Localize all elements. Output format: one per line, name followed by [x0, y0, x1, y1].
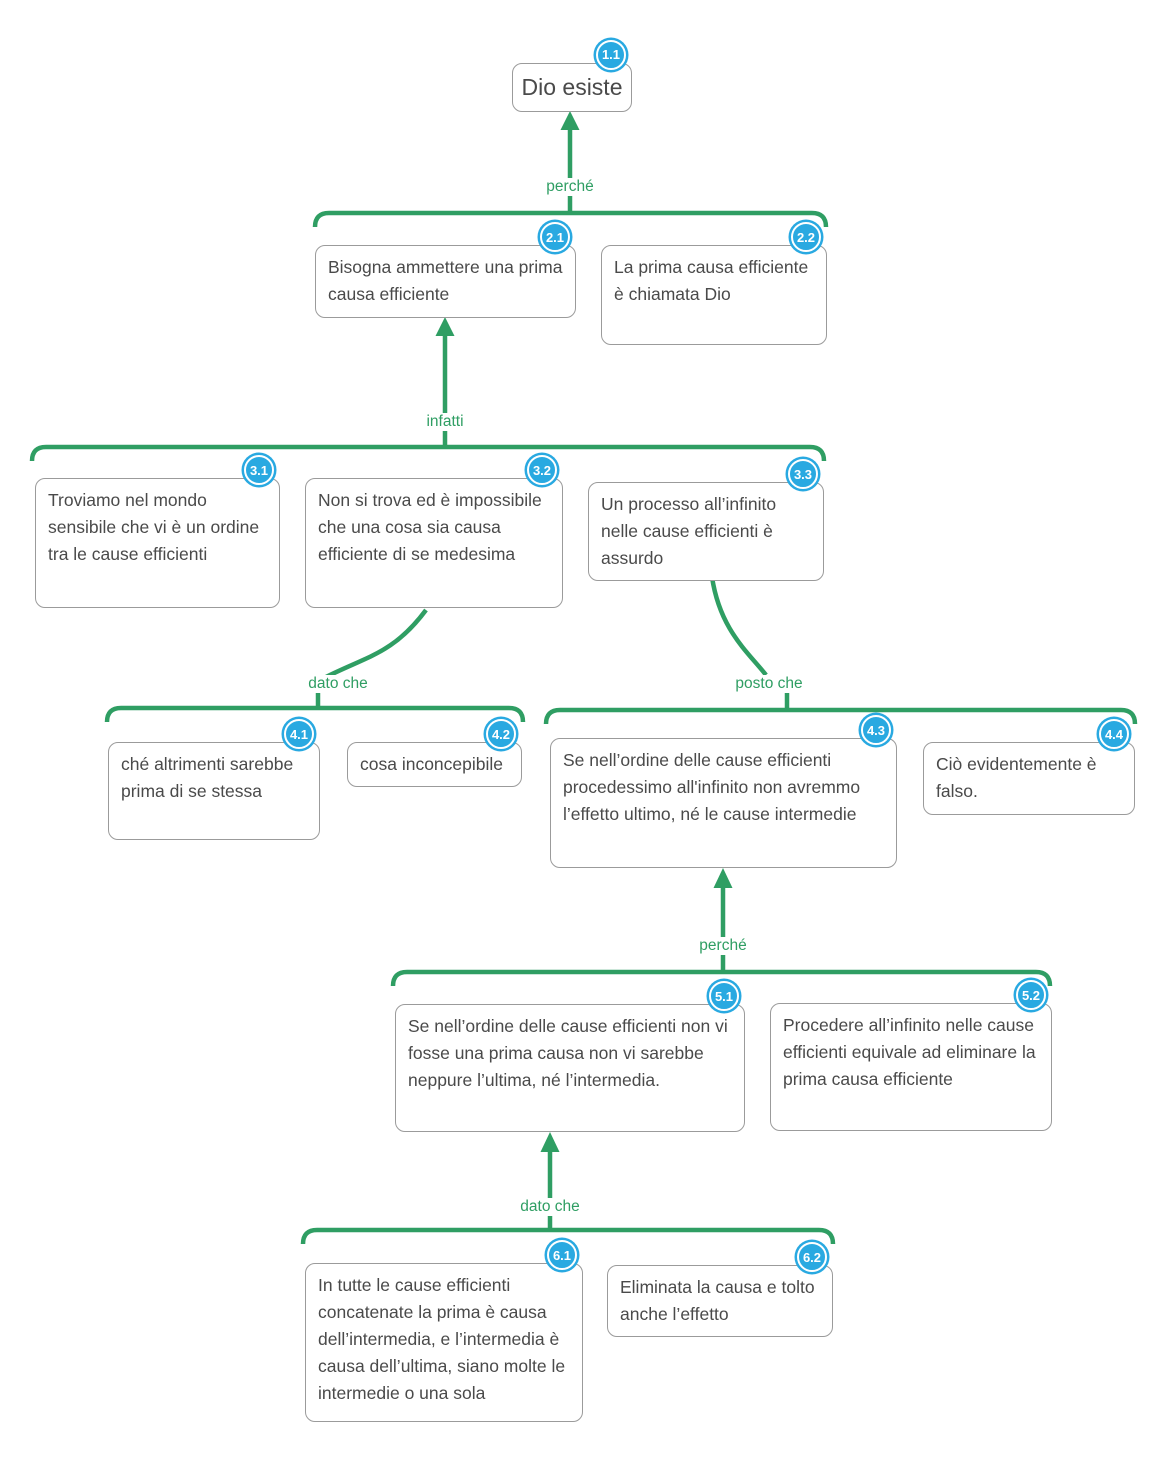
- arrowhead-to-1-1: [561, 111, 580, 130]
- bracket-infatti: [32, 447, 824, 461]
- node-3-2-badge[interactable]: 3.2: [527, 455, 557, 485]
- node-4-2-badge[interactable]: 4.2: [486, 719, 516, 749]
- edge-label-perche-mid[interactable]: perché: [696, 937, 749, 955]
- node-3-3-badge[interactable]: 3.3: [788, 459, 818, 489]
- node-3-3[interactable]: [588, 466, 824, 581]
- node-4-2[interactable]: [347, 726, 522, 787]
- node-3-1-text: Troviamo nel mondo sensibile che vi è un ordine tra le cause efficienti: [48, 490, 260, 564]
- node-4-1-text: ché altrimenti sarebbe prima di se stessa: [121, 754, 294, 801]
- node-2-2-text: La prima causa efficiente è chiamata Dio: [614, 257, 809, 304]
- node-5-1-badge[interactable]: 5.1: [709, 981, 739, 1011]
- node-4-4-badge[interactable]: 4.4: [1099, 719, 1129, 749]
- node-2-2[interactable]: [601, 229, 827, 345]
- node-6-2-text: Eliminata la causa e tolto anche l’effetto: [620, 1277, 815, 1324]
- node-6-1[interactable]: [305, 1247, 583, 1422]
- node-2-2-badge[interactable]: 2.2: [791, 222, 821, 252]
- node-4-4[interactable]: [923, 726, 1135, 815]
- arrowhead-to-5-1: [541, 1132, 560, 1152]
- edge-label-dato-che-left[interactable]: dato che: [305, 675, 370, 693]
- node-1-1-text: Dio esiste: [521, 74, 623, 100]
- arrowhead-to-2-1: [436, 317, 455, 336]
- node-5-1[interactable]: [395, 988, 745, 1132]
- node-3-1[interactable]: [35, 462, 280, 608]
- node-1-1[interactable]: [512, 47, 632, 112]
- node-6-1-text: In tutte le cause efficienti concatenate la prima è causa dell’intermedia, e l’intermedia è causa dell’ultima, siano molte le intermedie o una sola: [318, 1275, 566, 1403]
- node-6-1-badge[interactable]: 6.1: [547, 1240, 577, 1270]
- edge-label-dato-che-bottom[interactable]: dato che: [517, 1198, 582, 1216]
- node-2-1[interactable]: [315, 229, 576, 318]
- edge-label-infatti[interactable]: infatti: [423, 413, 466, 431]
- node-3-1-badge[interactable]: 3.1: [244, 455, 274, 485]
- node-4-3[interactable]: [550, 722, 897, 868]
- node-6-2-badge[interactable]: 6.2: [797, 1242, 827, 1272]
- node-5-2[interactable]: [770, 987, 1052, 1131]
- node-4-2-text: cosa inconcepibile: [360, 754, 504, 774]
- curve-from-3-2: [326, 610, 426, 677]
- bracket-dato-che-left: [107, 708, 523, 722]
- bracket-posto-che: [546, 710, 1135, 724]
- node-3-2-text: Non si trova ed è impossibile che una cosa sia causa efficiente di se medesima: [318, 490, 542, 564]
- node-6-2[interactable]: [607, 1249, 833, 1337]
- bracket-perche-top: [315, 213, 826, 227]
- edge-label-perche-top[interactable]: perché: [543, 178, 596, 196]
- node-2-1-badge[interactable]: 2.1: [540, 222, 570, 252]
- node-4-3-text: Se nell’ordine delle cause efficienti procedessimo all'infinito non avremmo l’effetto ultimo, né le cause intermedie: [563, 750, 861, 824]
- node-4-3-badge[interactable]: 4.3: [861, 715, 891, 745]
- node-4-1[interactable]: [108, 726, 320, 840]
- node-1-1-badge[interactable]: 1.1: [596, 40, 626, 70]
- node-4-1-badge[interactable]: 4.1: [284, 719, 314, 749]
- node-5-2-text: Procedere all’infinito nelle cause efficienti equivale ad eliminare la prima causa efficiente: [783, 1015, 1036, 1089]
- edge-label-posto-che[interactable]: posto che: [732, 675, 805, 693]
- node-3-3-text: Un processo all’infinito nelle cause efficienti è assurdo: [601, 494, 777, 568]
- arrowhead-to-4-3: [714, 868, 733, 888]
- node-5-2-badge[interactable]: 5.2: [1016, 980, 1046, 1010]
- node-5-1-text: Se nell’ordine delle cause efficienti non vi fosse una prima causa non vi sarebbe neppure l’ultima, né l’intermedia.: [408, 1016, 728, 1090]
- node-2-1-text: Bisogna ammettere una prima causa efficiente: [328, 257, 563, 304]
- curve-arrow-to-3-3: [712, 577, 766, 675]
- node-3-2[interactable]: [305, 462, 563, 608]
- node-4-4-text: Ciò evidentemente è falso.: [936, 754, 1097, 801]
